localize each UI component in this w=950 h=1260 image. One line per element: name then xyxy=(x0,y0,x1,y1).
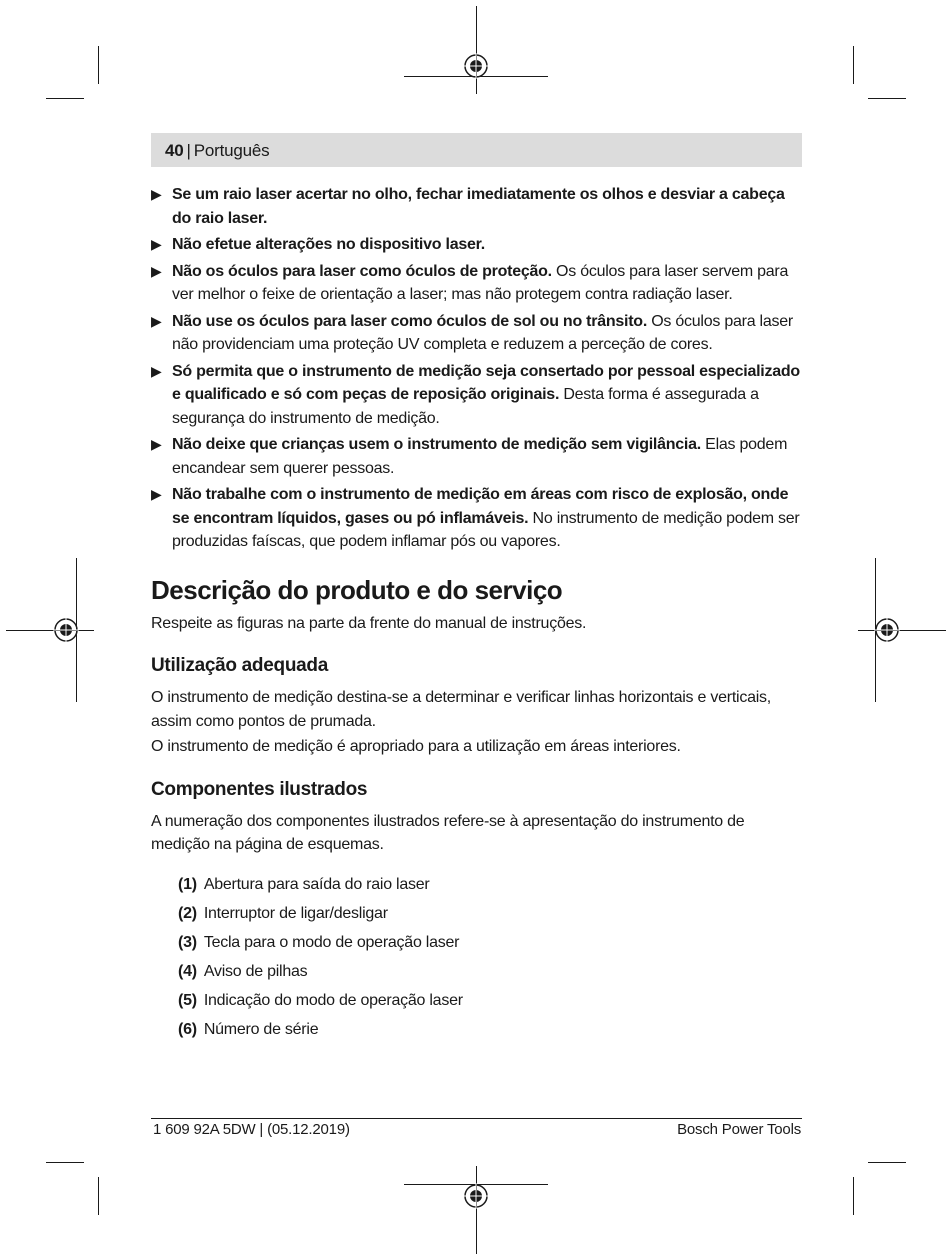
crop-mark-top-right-vertical xyxy=(853,46,854,84)
safety-item-bold: Se um raio laser acertar no olho, fechar imediatamente os olhos e desviar a cabeça do raio laser. xyxy=(172,186,785,227)
component-item xyxy=(178,1018,801,1041)
footer-rule xyxy=(151,1118,802,1119)
registration-target-icon xyxy=(463,53,489,79)
safety-item xyxy=(151,433,801,480)
section-title: Descrição do produto e do serviço xyxy=(151,574,563,605)
crop-mark-bottom-right-vertical xyxy=(853,1177,854,1215)
component-number: (4) xyxy=(178,962,197,980)
registration-target-icon xyxy=(463,1183,489,1209)
component-label: Aviso de pilhas xyxy=(203,962,308,980)
component-label: Número de série xyxy=(203,1020,319,1038)
registration-line-right-horizontal xyxy=(858,630,946,631)
component-number: (1) xyxy=(178,875,197,893)
page-content xyxy=(151,183,801,1047)
bullet-triangle-icon: ▶ xyxy=(151,236,162,252)
safety-item-bold: Só permita que o instrumento de medição seja consertado por pessoal especializado e qualificado e só com peças de reposição originais. xyxy=(172,362,800,403)
component-label: Interruptor de ligar/desligar xyxy=(203,904,388,922)
usage-heading: Utilização adequada xyxy=(151,655,328,676)
component-item xyxy=(178,902,801,925)
safety-warning-list xyxy=(151,183,801,554)
component-label: Tecla para o modo de operação laser xyxy=(203,933,460,951)
component-number: (5) xyxy=(178,991,197,1009)
crop-mark-bottom-left-horizontal xyxy=(46,1162,84,1163)
page-number: 40 xyxy=(165,141,184,160)
component-item xyxy=(178,989,801,1012)
safety-item xyxy=(151,310,801,357)
safety-item xyxy=(151,260,801,307)
safety-item xyxy=(151,233,801,257)
usage-paragraph: O instrumento de medição é apropriado para a utilização em áreas interiores. xyxy=(151,738,681,755)
safety-item-bold: Não os óculos para laser como óculos de proteção. xyxy=(172,262,552,280)
component-label: Abertura para saída do raio laser xyxy=(203,875,430,893)
footer-brand: Bosch Power Tools xyxy=(677,1121,801,1138)
registration-target-icon xyxy=(53,617,79,643)
safety-item xyxy=(151,483,801,554)
components-heading: Componentes ilustrados xyxy=(151,778,368,800)
footer-document-code: 1 609 92A 5DW | (05.12.2019) xyxy=(153,1121,350,1138)
bullet-triangle-icon: ▶ xyxy=(151,186,162,202)
safety-item-text: Os óculos para laser não providenciam uma proteção UV completa e reduzem a perceção de cores. xyxy=(172,312,793,353)
bullet-triangle-icon: ▶ xyxy=(151,486,162,502)
crop-mark-top-right-horizontal xyxy=(868,98,906,99)
safety-item-text: Desta forma é assegurada a segurança do instrumento de medição. xyxy=(172,386,759,427)
safety-item xyxy=(151,183,801,230)
page-header xyxy=(165,139,269,163)
components-intro: A numeração dos componentes ilustrados refere-se à apresentação do instrumento de medição na página de esquemas. xyxy=(151,812,745,853)
component-number: (3) xyxy=(178,933,197,951)
header-separator: | xyxy=(186,141,191,160)
safety-item-bold: Não use os óculos para laser como óculos de sol ou no trânsito. xyxy=(172,312,648,330)
component-label: Indicação do modo de operação laser xyxy=(203,991,463,1009)
header-language: Português xyxy=(193,141,270,160)
crop-mark-top-left-horizontal xyxy=(46,98,84,99)
bullet-triangle-icon: ▶ xyxy=(151,262,162,279)
safety-item-text: No instrumento de medição podem ser produzidas faíscas, que podem inflamar pós ou vapores. xyxy=(172,509,800,550)
component-item xyxy=(178,931,801,954)
crop-mark-top-left-vertical xyxy=(98,46,99,84)
safety-item-text: Os óculos para laser servem para ver melhor o feixe de orientação a laser; mas não protegem contra radiação laser. xyxy=(172,262,789,303)
safety-item-text: Elas podem encandear sem querer pessoas. xyxy=(172,436,788,477)
component-item xyxy=(178,960,801,983)
crop-mark-bottom-left-vertical xyxy=(98,1177,99,1215)
registration-line-left-horizontal xyxy=(6,630,94,631)
component-number: (2) xyxy=(178,904,197,922)
bullet-triangle-icon: ▶ xyxy=(151,436,162,452)
component-item xyxy=(178,873,801,896)
bullet-triangle-icon: ▶ xyxy=(151,362,162,379)
registration-line-bottom-vertical xyxy=(476,1166,477,1254)
components-list xyxy=(178,873,801,1041)
registration-line-top-vertical xyxy=(476,6,477,94)
usage-paragraph: O instrumento de medição destina-se a determinar e verificar linhas horizontais e verticais, assim como pontos de prumada. xyxy=(151,689,771,730)
registration-target-icon xyxy=(874,617,900,643)
component-number: (6) xyxy=(178,1020,197,1038)
safety-item-bold: Não deixe que crianças usem o instrumento de medição sem vigilância. xyxy=(172,436,701,453)
crop-mark-bottom-right-horizontal xyxy=(868,1162,906,1163)
section-intro: Respeite as figuras na parte da frente do manual de instruções. xyxy=(151,614,587,632)
bullet-triangle-icon: ▶ xyxy=(151,312,162,329)
safety-item xyxy=(151,360,801,431)
safety-item-bold: Não trabalhe com o instrumento de medição em áreas com risco de explosão, onde se encontram líquidos, gases ou pó inflamáveis. xyxy=(172,486,789,527)
safety-item-bold: Não efetue alterações no dispositivo laser. xyxy=(172,236,485,253)
